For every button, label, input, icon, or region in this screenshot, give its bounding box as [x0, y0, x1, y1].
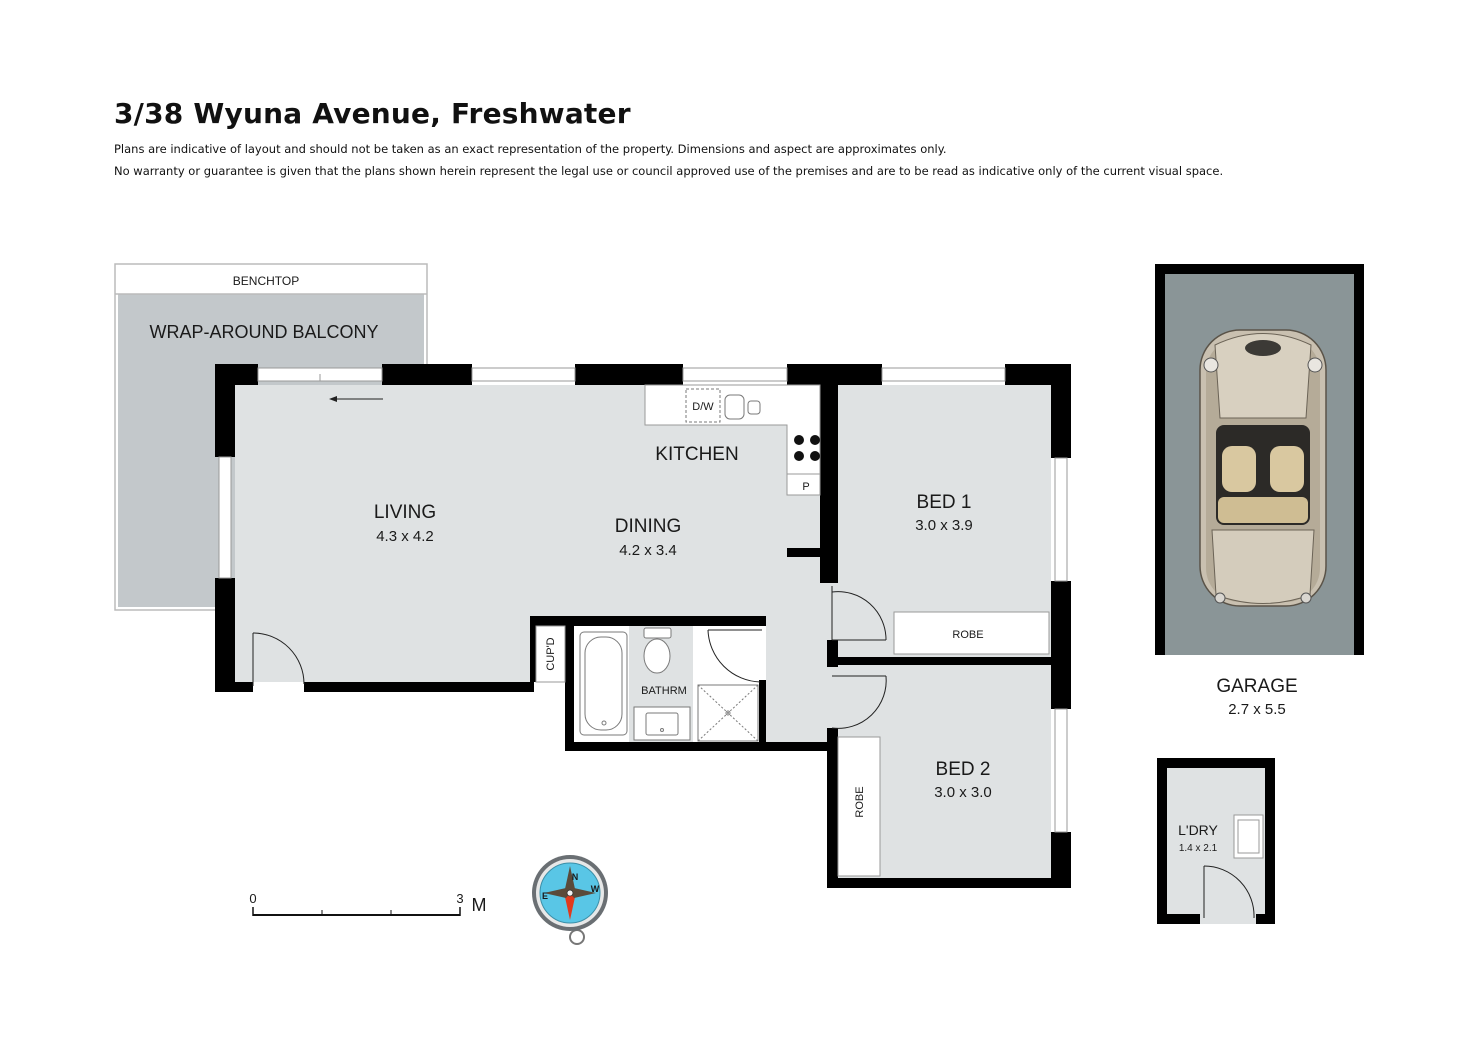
cupboard-label: CUP'D — [545, 637, 557, 671]
scale-start: 0 — [249, 891, 257, 906]
dining-label: DINING — [614, 516, 682, 537]
compass-icon — [532, 855, 608, 944]
bed1-label: BED 1 — [916, 492, 972, 513]
pantry-label: P — [802, 481, 810, 493]
bed2-label: BED 2 — [935, 759, 991, 780]
bed2-size: 3.0 x 3.0 — [934, 784, 992, 801]
laundry-size: 1.4 x 2.1 — [1178, 843, 1218, 854]
scale-end: 3 — [456, 891, 464, 906]
balcony-label: WRAP-AROUND BALCONY — [149, 322, 379, 342]
laundry — [1157, 758, 1275, 924]
cupboard — [536, 626, 565, 682]
compass-w: W — [590, 884, 600, 894]
bathroom-label: BATHRM — [641, 685, 687, 697]
dishwasher-label: D/W — [692, 401, 714, 413]
bed1-size: 3.0 x 3.9 — [915, 517, 973, 534]
garage-size: 2.7 x 5.5 — [1228, 701, 1286, 718]
living-label: LIVING — [373, 502, 437, 523]
compass-n: N — [571, 872, 579, 882]
bed2-robe-label: ROBE — [854, 786, 866, 818]
scale-unit: M — [471, 895, 487, 915]
kitchen-label: KITCHEN — [655, 444, 739, 465]
car-icon — [1200, 330, 1326, 606]
garage-label: GARAGE — [1216, 676, 1298, 697]
disclaimer-line-1: Plans are indicative of layout and should not be taken as an exact representation of the property. Dimensions and aspect are approximates only. — [114, 142, 947, 156]
compass-e: E — [541, 891, 549, 901]
dining-size: 4.2 x 3.4 — [619, 542, 677, 559]
scale-bar — [249, 891, 486, 916]
disclaimer-line-2: No warranty or guarantee is given that the plans shown herein represent the legal use or council approved use of the premises and are to be read as indicative only of the current visual space. — [114, 164, 1224, 178]
bed1-robe — [894, 612, 1049, 654]
living-size: 4.3 x 4.2 — [376, 528, 434, 545]
bed1-robe-label: ROBE — [952, 629, 984, 641]
bed2-robe — [838, 737, 880, 876]
page-title: 3/38 Wyuna Avenue, Freshwater — [114, 97, 631, 130]
laundry-label: L'DRY — [1178, 822, 1218, 838]
benchtop-label: BENCHTOP — [232, 274, 300, 288]
